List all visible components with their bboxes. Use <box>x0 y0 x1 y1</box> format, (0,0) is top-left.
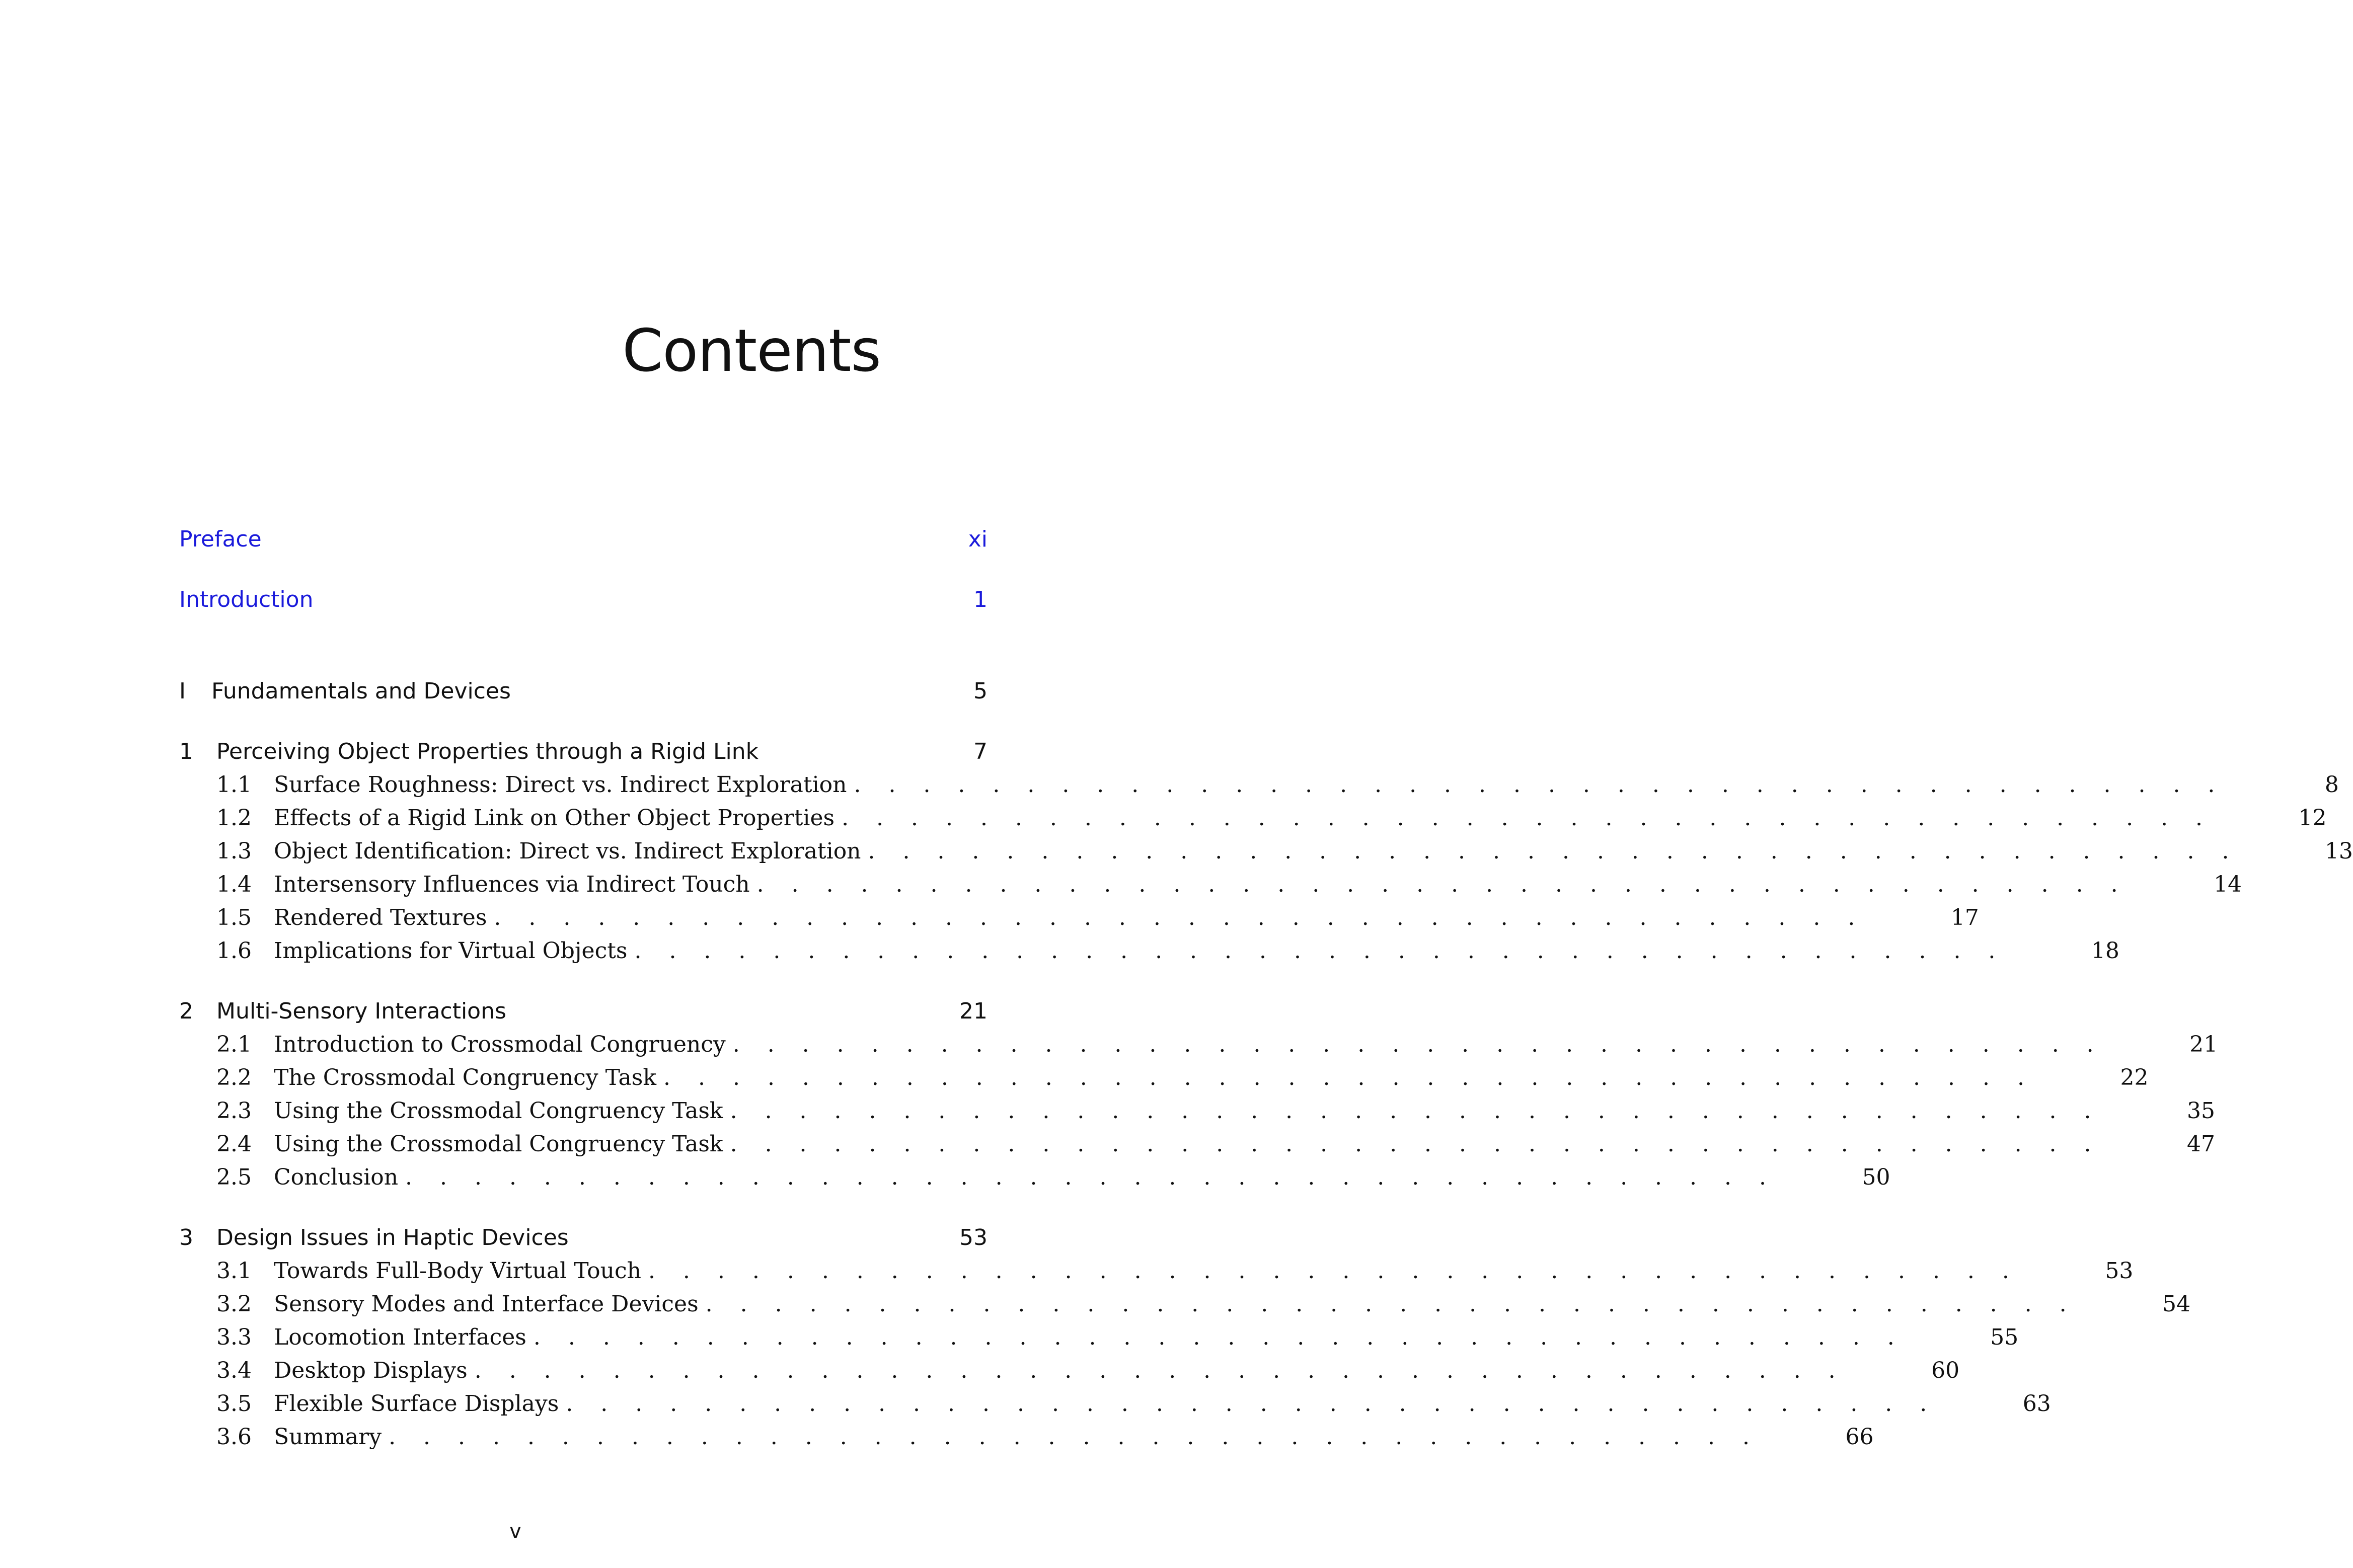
toc-entry-chapter[interactable] <box>179 1225 988 1255</box>
part-number: I <box>179 678 186 704</box>
chapter-label: Multi-Sensory Interactions <box>216 998 506 1024</box>
chapter-label: Perceiving Object Properties through a Rigid Link <box>216 739 759 764</box>
page-title: Contents <box>622 317 881 385</box>
section-page: 53 <box>2105 1258 2134 1284</box>
dot-leader: . . . . . . . . . . . . . . . . . . . . . . . . . . . . . . . . . . . . . . . . <box>648 1258 2020 1284</box>
dot-leader: . . . . . . . . . . . . . . . . . . . . . . . . . . . . . . . . . . . . . . . . <box>494 905 1865 930</box>
dot-leader: . . . . . . . . . . . . . . . . . . . . . . . . . . . . . . . . . . . . . . . . <box>566 1391 1937 1417</box>
section-number: 1.2 <box>216 805 252 831</box>
entry-label: Preface <box>179 526 262 552</box>
section-label: Towards Full-Body Virtual Touch <box>274 1258 641 1284</box>
section-page: 50 <box>1862 1164 1890 1190</box>
section-page: 60 <box>1931 1358 1960 1383</box>
section-label: Desktop Displays <box>274 1358 468 1383</box>
dot-leader: . . . . . . . . . . . . . . . . . . . . . . . . . . . . . . . . . . . . . . . . <box>634 938 2006 964</box>
section-label: Locomotion Interfaces <box>274 1324 526 1350</box>
page-folio: v <box>509 1520 521 1543</box>
section-number: 2.1 <box>216 1032 252 1057</box>
part-page: 5 <box>973 678 988 704</box>
toc-entry-section[interactable] <box>179 938 2119 968</box>
dot-leader: . . . . . . . . . . . . . . . . . . . . . . . . . . . . . . . . . . . . . . . . <box>405 1164 1777 1190</box>
section-number: 3.2 <box>216 1291 252 1317</box>
entry-page: 1 <box>973 587 988 612</box>
section-number: 1.3 <box>216 838 252 864</box>
dot-leader: . . . . . . . . . . . . . . . . . . . . . . . . . . . . . . . . . . . . . . . . <box>842 805 2213 831</box>
dot-leader: . . . . . . . . . . . . . . . . . . . . . . . . . . . . . . . . . . . . . . . . <box>663 1065 2035 1090</box>
chapter-number: 3 <box>179 1225 193 1250</box>
toc-entry-section[interactable] <box>179 1164 1890 1195</box>
section-page: 8 <box>2324 772 2339 798</box>
toc-entry-section[interactable] <box>179 1424 1874 1454</box>
section-page: 17 <box>1950 905 1979 930</box>
section-label: Introduction to Crossmodal Congruency <box>274 1032 726 1057</box>
section-label: Flexible Surface Displays <box>274 1391 559 1417</box>
section-number: 1.6 <box>216 938 252 964</box>
section-label: Intersensory Influences via Indirect Touch <box>274 872 750 897</box>
section-page: 55 <box>1990 1324 2019 1350</box>
chapter-page: 7 <box>973 739 988 764</box>
section-number: 3.1 <box>216 1258 252 1284</box>
toc-entry-section[interactable] <box>179 905 1979 935</box>
chapter-page: 21 <box>959 998 988 1024</box>
section-label: Rendered Textures <box>274 905 487 930</box>
section-number: 2.3 <box>216 1098 252 1124</box>
chapter-page: 53 <box>959 1225 988 1250</box>
section-page: 21 <box>2189 1032 2218 1057</box>
toc-entry-section[interactable] <box>179 1358 1960 1388</box>
section-label: Surface Roughness: Direct vs. Indirect Exploration <box>274 772 847 798</box>
section-number: 2.4 <box>216 1131 252 1157</box>
section-number: 1.1 <box>216 772 252 798</box>
part-label: Fundamentals and Devices <box>211 678 511 704</box>
toc-entry-section[interactable] <box>179 838 2353 869</box>
toc-entry-section[interactable] <box>179 805 2327 835</box>
toc-entry-section[interactable] <box>179 1098 2216 1128</box>
entry-page: xi <box>968 526 988 552</box>
section-number: 3.3 <box>216 1324 252 1350</box>
dot-leader: . . . . . . . . . . . . . . . . . . . . . . . . . . . . . . . . . . . . . . . . <box>732 1032 2104 1057</box>
section-page: 63 <box>2022 1391 2051 1417</box>
chapter-label: Design Issues in Haptic Devices <box>216 1225 569 1250</box>
dot-leader: . . . . . . . . . . . . . . . . . . . . . . . . . . . . . . . . . . . . . . . . <box>854 772 2225 798</box>
toc-entry-section[interactable] <box>179 1291 2191 1321</box>
section-label: The Crossmodal Congruency Task <box>274 1065 657 1090</box>
toc-entry-introduction[interactable] <box>179 587 988 617</box>
toc-entry-section[interactable] <box>179 1258 2134 1288</box>
section-label: Using the Crossmodal Congruency Task <box>274 1098 723 1124</box>
section-label: Using the Crossmodal Congruency Task <box>274 1131 723 1157</box>
toc-entry-section[interactable] <box>179 872 2242 902</box>
dot-leader: . . . . . . . . . . . . . . . . . . . . . . . . . . . . . . . . . . . . . . . . <box>705 1291 2077 1317</box>
toc-entry-part[interactable] <box>179 678 988 709</box>
toc-entry-chapter[interactable] <box>179 739 988 769</box>
section-label: Implications for Virtual Objects <box>274 938 628 964</box>
section-number: 2.5 <box>216 1164 252 1190</box>
section-page: 54 <box>2162 1291 2191 1317</box>
section-number: 1.5 <box>216 905 252 930</box>
toc-entry-section[interactable] <box>179 1131 2216 1161</box>
section-label: Object Identification: Direct vs. Indirect Exploration <box>274 838 861 864</box>
section-page: 13 <box>2324 838 2353 864</box>
dot-leader: . . . . . . . . . . . . . . . . . . . . . . . . . . . . . . . . . . . . . . . . <box>730 1098 2102 1124</box>
section-label: Effects of a Rigid Link on Other Object Properties <box>274 805 835 831</box>
toc-entry-preface[interactable] <box>179 526 988 557</box>
section-page: 35 <box>2187 1098 2216 1124</box>
section-number: 3.6 <box>216 1424 252 1450</box>
section-label: Conclusion <box>274 1164 399 1190</box>
section-page: 14 <box>2214 872 2242 897</box>
toc-entry-section[interactable] <box>179 1391 2051 1421</box>
chapter-number: 1 <box>179 739 193 764</box>
section-page: 18 <box>2091 938 2119 964</box>
section-label: Summary <box>274 1424 382 1450</box>
section-page: 12 <box>2298 805 2327 831</box>
dot-leader: . . . . . . . . . . . . . . . . . . . . . . . . . . . . . . . . . . . . . . . . <box>533 1324 1905 1350</box>
section-label: Sensory Modes and Interface Devices <box>274 1291 699 1317</box>
dot-leader: . . . . . . . . . . . . . . . . . . . . . . . . . . . . . . . . . . . . . . . . <box>730 1131 2102 1157</box>
section-number: 3.4 <box>216 1358 252 1383</box>
dot-leader: . . . . . . . . . . . . . . . . . . . . . . . . . . . . . . . . . . . . . . . . <box>389 1424 1760 1450</box>
toc-entry-section[interactable] <box>179 772 2339 802</box>
section-number: 3.5 <box>216 1391 252 1417</box>
chapter-number: 2 <box>179 998 193 1024</box>
toc-entry-section[interactable] <box>179 1065 2149 1095</box>
section-number: 2.2 <box>216 1065 252 1090</box>
dot-leader: . . . . . . . . . . . . . . . . . . . . . . . . . . . . . . . . . . . . . . . . <box>868 838 2239 864</box>
toc-entry-section[interactable] <box>179 1032 2218 1062</box>
section-page: 22 <box>2120 1065 2149 1090</box>
dot-leader: . . . . . . . . . . . . . . . . . . . . . . . . . . . . . . . . . . . . . . . . <box>474 1358 1846 1383</box>
toc-entry-chapter[interactable] <box>179 998 988 1029</box>
section-number: 1.4 <box>216 872 252 897</box>
dot-leader: . . . . . . . . . . . . . . . . . . . . . . . . . . . . . . . . . . . . . . . . <box>756 872 2129 897</box>
section-page: 66 <box>1845 1424 1874 1450</box>
toc-entry-section[interactable] <box>179 1324 2019 1355</box>
entry-label: Introduction <box>179 587 314 612</box>
section-page: 47 <box>2187 1131 2216 1157</box>
